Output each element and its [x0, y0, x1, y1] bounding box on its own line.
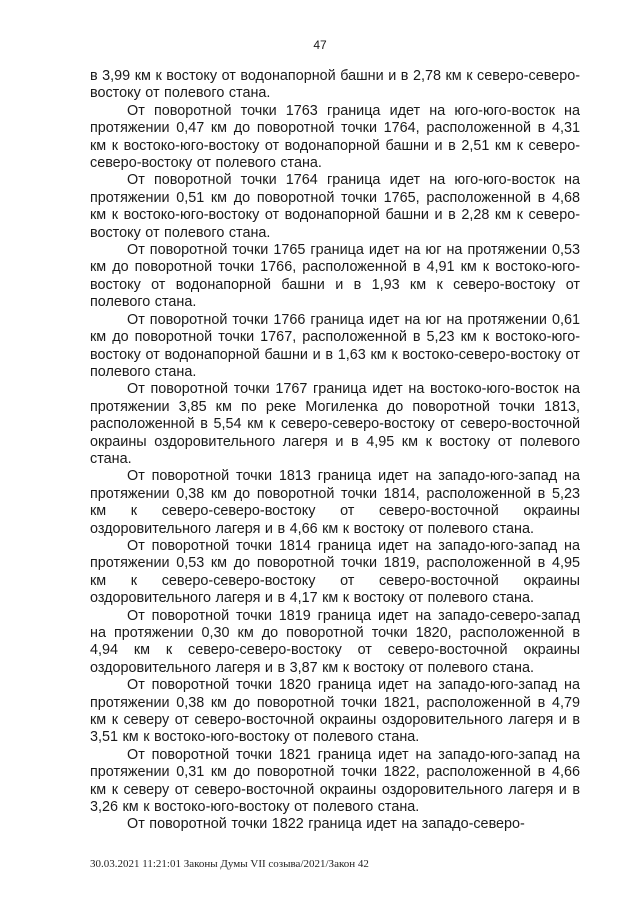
paragraph-point-1766: От поворотной точки 1766 граница идет на юг на протяжении 0,61 км до поворотной точки 1767, расположенной в 5,23 км к востоко-юго-востоку от водонапорной башни и в 1,63 км к востоко-северо-востоку от полевого стана.	[90, 311, 580, 380]
paragraph-point-1819: От поворотной точки 1819 граница идет на западо-северо-запад на протяжении 0,30 км до поворотной точки 1820, расположенной в 4,94 км к северо-северо-востоку от северо-восточной окраины оздоровительного лагеря и в 3,87 км к востоку от полевого стана.	[90, 607, 580, 676]
paragraph-point-1763: От поворотной точки 1763 граница идет на юго-юго-восток на протяжении 0,47 км до поворотной точки 1764, расположенной в 4,31 км к востоко-юго-востоку от водонапорной башни и в 2,51 км к северо-северо-востоку от полевого стана.	[90, 102, 580, 172]
paragraph-point-1767: От поворотной точки 1767 граница идет на востоко-юго-восток на протяжении 3,85 км по реке Могиленка до поворотной точки 1813, расположенной в 5,54 км к северо-северо-востоку от северо-восточной окраины оздоровительного лагеря и в 4,95 км к востоку от полевого стана.	[90, 381, 580, 467]
paragraph-point-1764: От поворотной точки 1764 граница идет на юго-юго-восток на протяжении 0,51 км до поворотной точки 1765, расположенной в 4,68 км к востоко-юго-востоку от водонапорной башни и в 2,28 км к северо-востоку от полевого стана.	[90, 172, 580, 241]
paragraph-point-1821: От поворотной точки 1821 граница идет на западо-юго-запад на протяжении 0,31 км до поворотной точки 1822, расположенной в 4,66 км к северу от северо-восточной окраины оздоровительного лагеря и в 3,26 км к востоко-юго-востоку от полевого стана.	[90, 746, 580, 816]
paragraph-continuation: в 3,99 км к востоку от водонапорной башни и в 2,78 км к северо-северо-востоку от полевого стана.	[90, 68, 580, 102]
page-number: 47	[313, 38, 327, 52]
footer-stamp: 30.03.2021 11:21:01 Законы Думы VII созыва/2021/Закон 42	[90, 858, 369, 870]
paragraph-point-1814: От поворотной точки 1814 граница идет на западо-юго-запад на протяжении 0,53 км до поворотной точки 1819, расположенной в 4,95 км к северо-северо-востоку от северо-восточной окраины оздоровительного лагеря и в 4,17 км к востоку от полевого стана.	[90, 537, 580, 607]
paragraph-point-1765: От поворотной точки 1765 граница идет на юг на протяжении 0,53 км до поворотной точки 1766, расположенной в 4,91 км к востоко-юго-востоку от водонапорной башни и в 1,93 км к северо-востоку от полевого стана.	[90, 242, 580, 311]
paragraph-point-1813: От поворотной точки 1813 граница идет на западо-юго-запад на протяжении 0,38 км до поворотной точки 1814, расположенной в 5,23 км к северо-северо-востоку от северо-восточной окраины оздоровительного лагеря и в 4,66 км к востоку от полевого стана.	[90, 468, 580, 537]
paragraph-point-1820: От поворотной точки 1820 граница идет на западо-юго-запад на протяжении 0,38 км до поворотной точки 1821, расположенной в 4,79 км к северу от северо-восточной окраины оздоровительного лагеря и в 3,51 км к востоко-юго-востоку от полевого стана.	[90, 677, 580, 746]
paragraph-point-1822: От поворотной точки 1822 граница идет на западо-северо-	[127, 816, 525, 833]
document-body	[90, 68, 580, 834]
